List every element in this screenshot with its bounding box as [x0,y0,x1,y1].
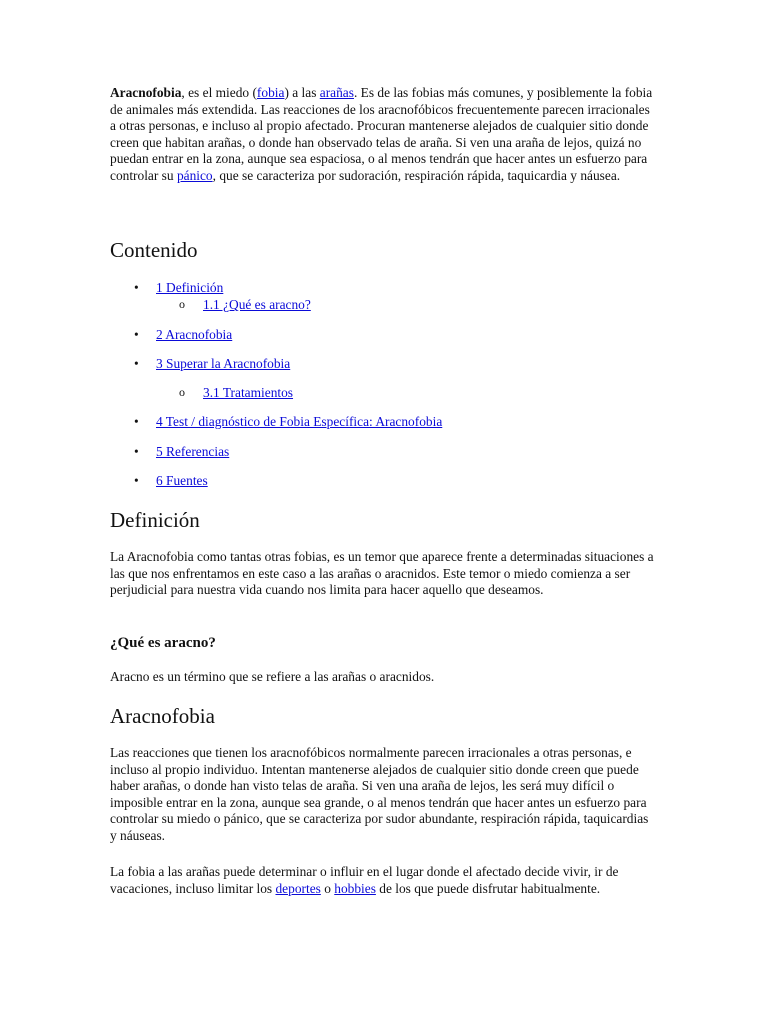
link-deportes[interactable]: deportes [275,880,321,896]
toc-item-aracnofobia [134,327,233,343]
aracnofobia-paragraph-2 [110,864,658,897]
subsection-heading-que-es-aracno: ¿Qué es aracno? [110,635,216,651]
definicion-paragraph: La Aracnofobia como tantas otras fobias, es un temor que aparece frente a determinadas situaciones a las que nos enfrentamos en este caso a las arañas o aracnidos. Este temor o miedo comienza a ser perjudicial para nuestra vida cuando nos limita para hacer aquello que deseamos. [110,549,654,597]
toc-item-test [134,414,443,430]
toc-item-definicion [134,280,224,296]
intro-text-3: . Es de las fobias más comunes, y posiblemente la fobia de animales más extendida. Las reacciones de los aracnofóbicos frecuentemente parecen irracionales a otras personas, e incluso al propio afectado. Procuran mantenerse alejados de cualquier sitio donde creen que habitan arañas, o donde han observado telas de araña. Si ven una araña de lejos, quizá no puedan entrar en la zona, aunque sea espaciosa, o al menos tendrán que hacer antes un esfuerzo para controlar su [110,85,653,183]
toc-sub-bullet: o [179,385,185,399]
toc-link-tratamientos[interactable]: 3.1 Tratamientos [203,385,294,400]
intro-text-2: ) a las [284,85,320,100]
link-fobia[interactable]: fobia [256,85,285,100]
toc-link-referencias[interactable]: 5 Referencias [156,444,230,459]
toc-subitem-que-es-aracno [179,297,311,313]
fobia-text-2: o [320,880,335,896]
toc-sub-bullet: o [179,297,185,311]
link-hobbies[interactable]: hobbies [334,880,376,896]
que-es-aracno-paragraph: Aracno es un término que se refiere a las arañas o aracnidos. [110,669,435,684]
toc-link-test[interactable]: 4 Test / diagnóstico de Fobia Específica: Aracnofobia [156,414,443,429]
intro-term: Aracnofobia [110,85,182,100]
toc-bullet: • [134,473,139,488]
toc-subitem-tratamientos [179,385,294,401]
toc-bullet: • [134,414,139,429]
toc-heading: Contenido [110,238,198,262]
toc-item-superar [134,356,291,372]
intro-text-1: , es el miedo ( [181,85,257,100]
toc-item-fuentes [134,473,208,489]
intro-text-4: , que se caracteriza por sudoración, respiración rápida, taquicardia y náusea. [212,167,621,183]
toc-link-superar[interactable]: 3 Superar la Aracnofobia [156,356,291,371]
toc-link-aracnofobia[interactable]: 2 Aracnofobia [156,327,233,342]
toc-bullet: • [134,327,139,342]
intro-paragraph [110,85,658,184]
fobia-text-1: La fobia a las arañas puede determinar o influir en el lugar donde el afectado decide vivir, ir de vacaciones, incluso limitar los [110,864,619,896]
toc-link-fuentes[interactable]: 6 Fuentes [156,473,208,488]
toc-bullet: • [134,356,139,371]
section-heading-aracnofobia: Aracnofobia [110,704,215,728]
link-panico[interactable]: pánico [176,167,213,183]
section-heading-definicion: Definición [110,508,200,532]
toc-link-definicion[interactable]: 1 Definición [156,280,224,295]
toc-link-que-es-aracno[interactable]: 1.1 ¿Qué es aracno? [203,297,311,312]
toc-item-referencias [134,444,230,460]
aracnofobia-paragraph-1: Las reacciones que tienen los aracnofóbicos normalmente parecen irracionales a otras personas, e incluso al propio individuo. Intentan mantenerse alejados de cualquier sitio donde creen que puede haber arañas, o donde han visto telas de araña. Si ven una araña de lejos, les será muy difícil o imposible entrar en la zona, aunque sea grande, o al menos tendrán que hacer antes un esfuerzo para controlar su miedo o pánico, que se caracteriza por sudor abundante, respiración rápida, taquicardias y náuseas. [110,745,649,843]
toc-bullet: • [134,280,139,295]
fobia-text-3: de los que puede disfrutar habitualmente. [375,880,601,896]
link-aranas[interactable]: arañas [319,85,354,100]
toc-bullet: • [134,444,139,459]
